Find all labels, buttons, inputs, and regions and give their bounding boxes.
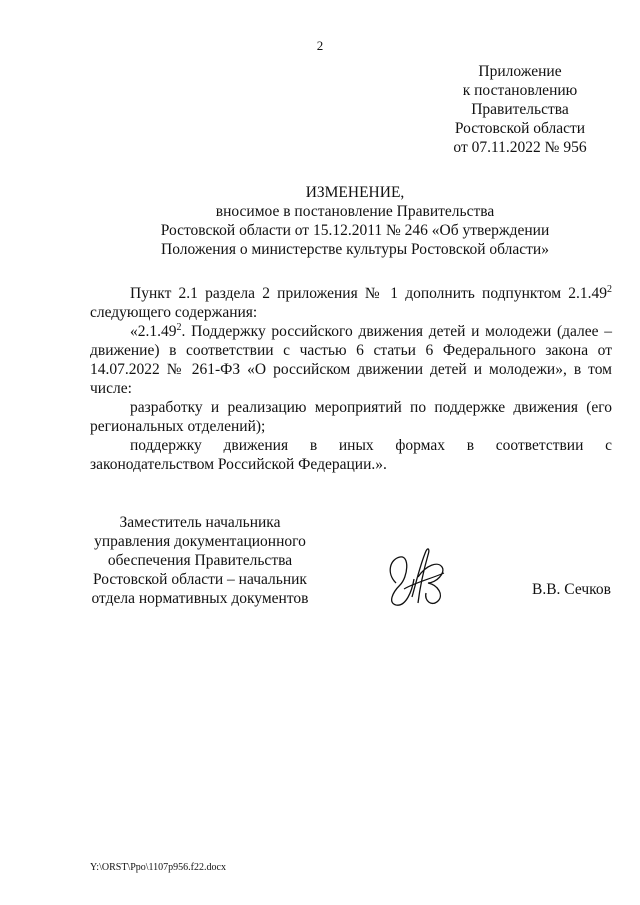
paragraph-2 [90, 322, 612, 398]
signer-name: В.В. Сечков [532, 581, 611, 598]
p1-superscript: 2 [607, 283, 612, 295]
signer-line: обеспечения Правительства [107, 552, 293, 569]
p1-tail: следующего содержания: [90, 304, 258, 321]
document-body [90, 284, 612, 474]
paragraph-4: поддержку движения в иных формах в соответствии с законодательством Российской Федерации.». [90, 437, 612, 473]
appendix-line: Приложение [478, 63, 562, 80]
title-heading: ИЗМЕНЕНИЕ, [305, 184, 405, 201]
appendix-line: к постановлению [462, 82, 578, 99]
handwritten-signature [382, 543, 452, 609]
signer-line: управления документационного [94, 533, 306, 550]
file-path-footer: Y:\ORST\Ppo\1107p956.f22.docx [90, 862, 226, 873]
p2-text: . Поддержку российского движения детей и молодежи (далее – движение) в соответствии с частью 6 статьи 6 Федерального закона от 14.07.2022 № 261-ФЗ «О российском движении детей и молодежи», в том числе: [90, 323, 612, 397]
title-line: Ростовской области от 15.12.2011 № 246 «Об утверждении [160, 222, 550, 239]
appendix-line: Ростовской области [454, 120, 586, 137]
appendix-line: Правительства [471, 101, 569, 118]
signer-line: отдела нормативных документов [91, 590, 309, 607]
appendix-header [440, 62, 600, 157]
signer-position [80, 513, 320, 608]
p2-superscript: 2 [176, 321, 182, 333]
title-line: Положения о министерстве культуры Ростовской области» [161, 241, 549, 258]
document-title [140, 183, 570, 259]
signer-line: Заместитель начальника [119, 514, 281, 531]
appendix-line: от 07.11.2022 № 956 [453, 139, 587, 156]
paragraph-1 [90, 284, 612, 322]
p1-text: Пункт 2.1 раздела 2 приложения № 1 дополнить подпунктом 2.1.49 [130, 285, 607, 302]
paragraph-3: разработку и реализацию мероприятий по поддержке движения (его региональных отделений); [90, 399, 612, 435]
page-number: 2 [316, 38, 324, 53]
signer-line: Ростовской области – начальник [93, 571, 307, 588]
title-line: вносимое в постановление Правительства [215, 203, 495, 220]
p2-prefix: «2.1.49 [130, 323, 177, 340]
